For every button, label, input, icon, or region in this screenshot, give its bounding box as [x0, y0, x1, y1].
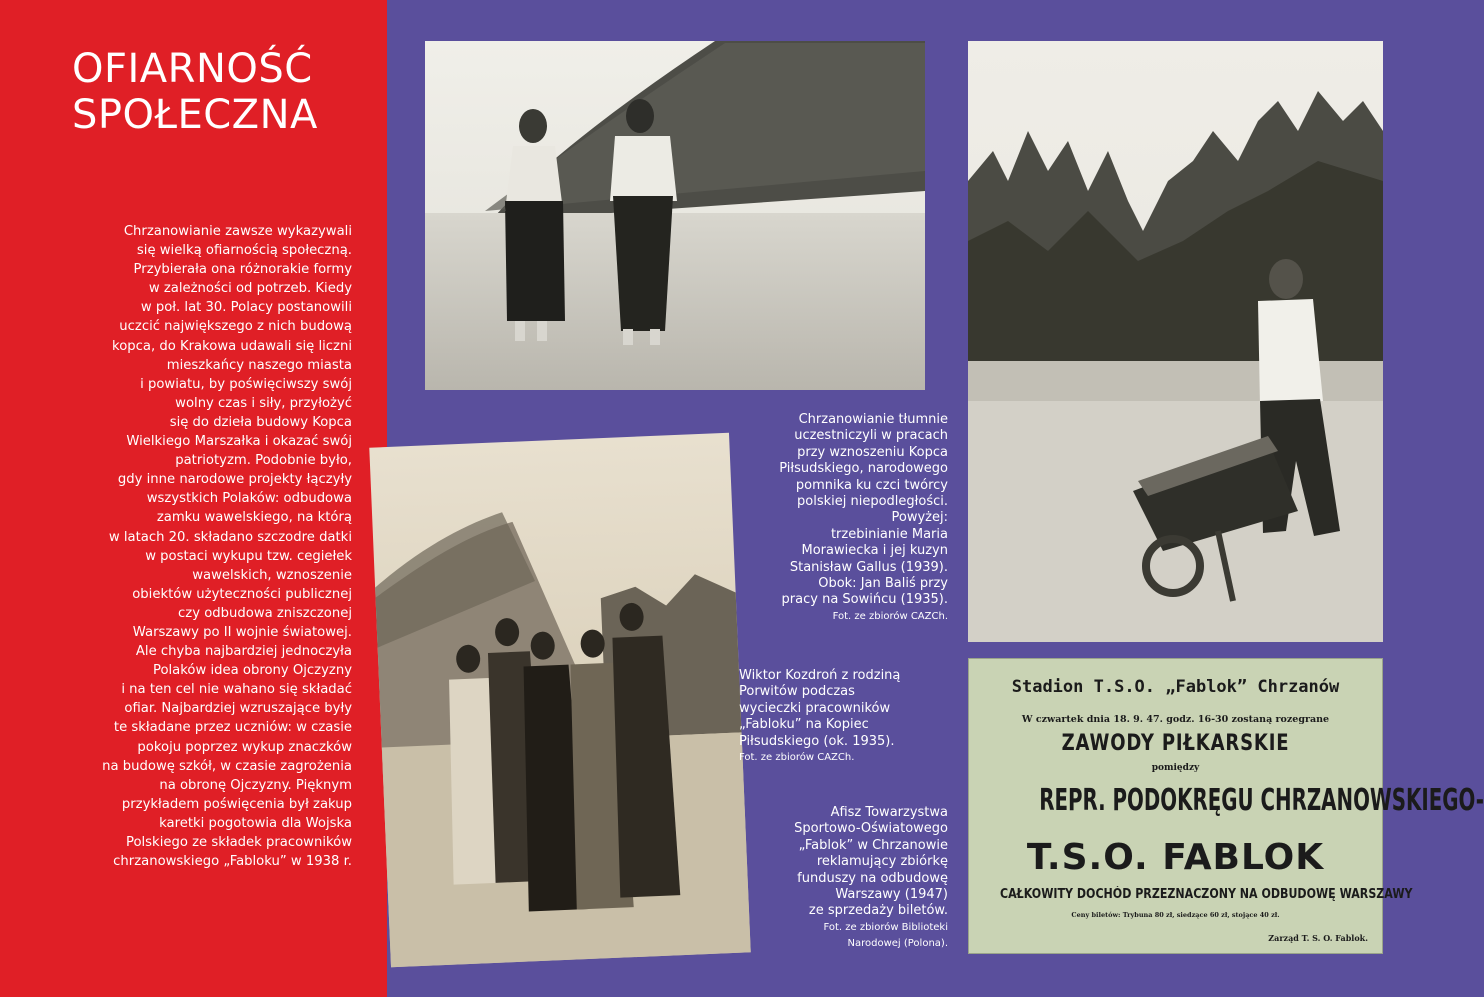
poster-team-1: REPR. PODOKRĘGU CHRZANOWSKIEGO- — [1039, 783, 1484, 818]
body-text-line: wawelskich, wznoszenie — [192, 567, 352, 583]
page-title — [72, 46, 318, 138]
caption-afisz-line: reklamujący zbiórkę — [816, 854, 948, 870]
caption-kozdron-line: wycieczki pracowników — [739, 700, 891, 716]
title-line-1: OFIARNOŚĆ — [72, 46, 313, 92]
caption-kopiec-line: Piłsudskiego, narodowego — [779, 461, 948, 477]
photo-wheelbarrow — [968, 41, 1383, 642]
body-text-line: Warszawy po II wojnie światowej. — [132, 624, 352, 640]
body-text-line: wolny czas i siły, przyłożyć — [175, 395, 352, 411]
body-text-line: Polaków idea obrony Ojczyzny — [152, 663, 352, 679]
caption-kopiec-line: trzebinianie Maria — [830, 526, 948, 542]
caption-afisz-line: Warszawy (1947) — [835, 887, 948, 903]
caption-kopiec-line: pomnika ku czci twórcy — [795, 477, 948, 493]
body-text-line: Przybierała ona różnorakie formy — [133, 262, 352, 278]
caption-kopiec-line: uczestniczyli w pracach — [794, 428, 948, 444]
caption-afisz-line: funduszy na odbudowę — [797, 870, 948, 886]
body-text-line: zamku wawelskiego, na którą — [156, 510, 352, 526]
body-text-line: Polskiego ze składek pracowników — [125, 835, 352, 850]
photo-wheelbarrow-image — [968, 41, 1383, 642]
body-text-line: pokoju poprzez wykup znaczków — [137, 739, 352, 755]
caption-kozdron-line: Wiktor Kozdroń z rodziną — [739, 668, 901, 683]
body-text-line: w postaci wykupu tzw. cegiełek — [145, 548, 352, 564]
body-text-line: gdy inne narodowe projekty łączyły — [117, 472, 352, 488]
body-text-line: na budowę szkół, w czasie zagrożenia — [102, 758, 352, 774]
body-text-line: w latach 20. składano szczodre datki — [108, 529, 352, 545]
photo-couple-kopiec — [425, 41, 925, 390]
poster-date-line: W czwartek dnia 18. 9. 47. godz. 16-30 zostaną rozegrane — [1021, 714, 1330, 725]
caption-kopiec-line: przy wznoszeniu Kopca — [797, 444, 948, 460]
body-text-line: się do dzieła budowy Kopca — [169, 414, 352, 430]
caption-kopiec-line: Stanisław Gallus (1939). — [789, 559, 948, 575]
body-text-line: chrzanowskiego „Fabloku” w 1938 r. — [113, 854, 352, 870]
body-text-line: wszystkich Polaków: odbudowa — [146, 491, 352, 507]
photo-family-image — [369, 433, 750, 968]
title-line-2: SPOŁECZNA — [72, 92, 318, 138]
caption-afisz-credit: Narodowej (Polona). — [847, 937, 948, 949]
caption-kopiec-line: Powyżej: — [891, 510, 948, 526]
body-text-line: na obronę Ojczyzny. Pięknym — [159, 777, 352, 793]
body-text-line: ofiar. Najbardziej wzruszające były — [124, 701, 352, 717]
poster-header: Stadion T.S.O. „Fablok” Chrzanów — [1011, 677, 1340, 697]
caption-kopiec — [779, 412, 948, 625]
caption-kopiec-line: Morawiecka i jej kuzyn — [801, 543, 948, 559]
body-text-line: w zależności od potrzeb. Kiedy — [148, 281, 352, 297]
caption-afisz — [794, 805, 948, 952]
caption-afisz-line: Afisz Towarzystwa — [830, 805, 948, 820]
body-text-line: Chrzanowianie zawsze wykazywali — [123, 224, 352, 239]
photo-kozdron-family — [369, 433, 750, 968]
caption-afisz-credit: Fot. ze zbiorów Biblioteki — [823, 921, 948, 933]
body-text-line: patriotyzm. Podobnie było, — [175, 453, 352, 469]
caption-kopiec-line: Obok: Jan Baliś przy — [818, 576, 948, 592]
poster-team-2: T.S.O. FABLOK — [1026, 837, 1325, 878]
caption-afisz-line: Sportowo-Oświatowego — [794, 821, 948, 837]
photo-couple-image — [425, 41, 925, 390]
left-panel — [0, 0, 387, 997]
caption-afisz-line: „Fablok” w Chrzanowie — [798, 837, 948, 853]
body-text-line: i powiatu, by poświęciwszy swój — [140, 376, 352, 392]
body-text-line: i na ten cel nie wahano się składać — [121, 682, 352, 698]
body-text-line: obiektów użyteczności publicznej — [132, 586, 352, 602]
body-text-line: przykładem poświęcenia był zakup — [121, 796, 352, 812]
poster-prices: Ceny biletów: Trybuna 80 zł, siedzące 60 zł, stojące 40 zł. — [1071, 911, 1280, 919]
body-text-line: uczcić największego z nich budową — [119, 319, 352, 335]
caption-kopiec-line: polskiej niepodległości. — [797, 494, 948, 510]
body-text — [44, 222, 352, 871]
poster-signature: Zarząd T. S. O. Fablok. — [1268, 933, 1368, 943]
body-text-line: w poł. lat 30. Polacy postanowili — [140, 300, 352, 316]
caption-afisz-line: ze sprzedaży biletów. — [808, 903, 948, 919]
body-text-line: czy odbudowa zniszczonej — [178, 605, 352, 621]
caption-kopiec-line: Chrzanowianie tłumnie — [798, 412, 948, 427]
caption-kozdron-credit: Fot. ze zbiorów CAZCh. — [739, 752, 855, 764]
caption-kozdron-line: Piłsudskiego (ok. 1935). — [739, 733, 895, 749]
caption-kozdron-line: Porwitów podczas — [739, 684, 855, 700]
body-text-line: Wielkiego Marszałka i okazać swój — [126, 434, 352, 450]
caption-kozdron — [739, 668, 900, 766]
body-text-line: mieszkańcy naszego miasta — [166, 357, 352, 373]
body-text-line: te składane przez uczniów: w czasie — [113, 720, 352, 736]
poster-event: ZAWODY PIŁKARSKIE — [1061, 731, 1290, 756]
caption-kopiec-credit: Fot. ze zbiorów CAZCh. — [832, 610, 948, 622]
caption-kozdron-line: „Fabloku” na Kopiec — [739, 717, 869, 733]
body-text-line: kopca, do Krakowa udawali się liczni — [112, 338, 352, 354]
caption-kopiec-line: pracy na Sowińcu (1935). — [781, 592, 948, 608]
body-text-line: się wielką ofiarnością społeczną. — [136, 243, 352, 259]
poster-between: pomiędzy — [1151, 763, 1200, 773]
poster-proceeds: CAŁKOWITY DOCHÓD PRZEZNACZONY NA ODBUDOWĘ WARSZAWY — [999, 887, 1413, 902]
body-text-line: karetki pogotowia dla Wojska — [159, 815, 352, 831]
poster-fablok — [968, 658, 1484, 954]
body-text-line: Ale chyba najbardziej jednoczyła — [135, 644, 352, 660]
